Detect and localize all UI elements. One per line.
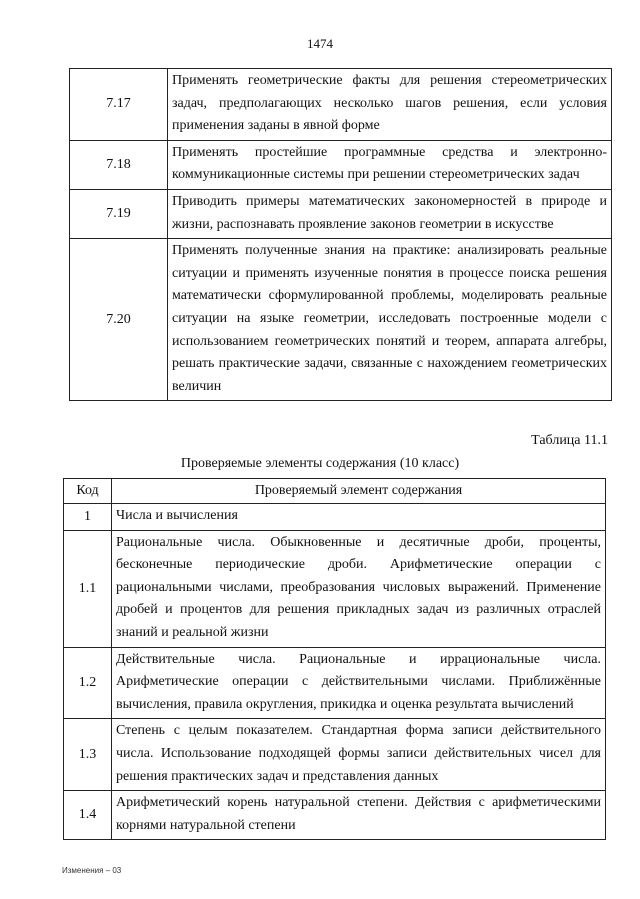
row-text: Числа и вычисления: [112, 504, 606, 531]
row-text: Арифметический корень натуральной степени. Действия с арифметическими корнями натуральной степени: [112, 791, 606, 840]
header-code: Код: [64, 479, 112, 504]
table-row: [64, 647, 606, 719]
row-code: 1.2: [64, 647, 112, 719]
competency-table: [69, 68, 612, 401]
row-text: Степень с целым показателем. Стандартная форма записи действительного числа. Использование подходящей формы записи действительных чисел для решения практических задач и представления данных: [112, 719, 606, 791]
table-row: [70, 69, 612, 141]
table-row: [64, 791, 606, 840]
row-code: 7.18: [70, 140, 168, 189]
table-row: [64, 530, 606, 647]
row-text: Применять полученные знания на практике: анализировать реальные ситуации и применять изученные понятия в процессе поиска решения математически сформулированной проблемы, моделировать реальные ситуации на языке геометрии, исследовать построенные модели с использованием геометрических понятий и теорем, аппарата алгебры, решать практические задачи, связанные с нахождением геометрических величин: [168, 239, 612, 401]
table-row: [70, 140, 612, 189]
table-header-row: [64, 479, 606, 504]
row-text: Рациональные числа. Обыкновенные и десятичные дроби, проценты, бесконечные периодические дроби. Арифметические операции с рациональными числами, преобразования числовых выражений. Применение дробей и процентов для решения прикладных задач из различных отраслей знаний и реальной жизни: [112, 530, 606, 647]
row-code: 7.17: [70, 69, 168, 141]
row-text: Применять простейшие программные средства и электронно-коммуникационные системы при решении стереометрических задач: [168, 140, 612, 189]
row-code: 1.4: [64, 791, 112, 840]
page-number: 1474: [307, 36, 333, 51]
table-row: [70, 189, 612, 238]
row-code: 1: [64, 504, 112, 531]
row-code: 1.3: [64, 719, 112, 791]
table-row: [64, 504, 606, 531]
header-element: Проверяемый элемент содержания: [112, 479, 606, 504]
table-caption: Проверяемые элементы содержания (10 класс): [180, 456, 460, 471]
table-row: [64, 719, 606, 791]
row-text: Приводить примеры математических закономерностей в природе и жизни, распознавать проявление законов геометрии в искусстве: [168, 189, 612, 238]
row-text: Действительные числа. Рациональные и иррациональные числа. Арифметические операции с действительными числами. Приближённые вычисления, правила округления, прикидка и оценка результата вычислений: [112, 647, 606, 719]
table-label: Таблица 11.1: [531, 433, 608, 448]
row-text: Применять геометрические факты для решения стереометрических задач, предполагающих несколько шагов решения, если условия применения заданы в явной форме: [168, 69, 612, 141]
row-code: 7.19: [70, 189, 168, 238]
footer-note: Изменения – 03: [62, 866, 122, 875]
table-row: [70, 239, 612, 401]
row-code: 7.20: [70, 239, 168, 401]
content-elements-table: [63, 478, 606, 840]
row-code: 1.1: [64, 530, 112, 647]
